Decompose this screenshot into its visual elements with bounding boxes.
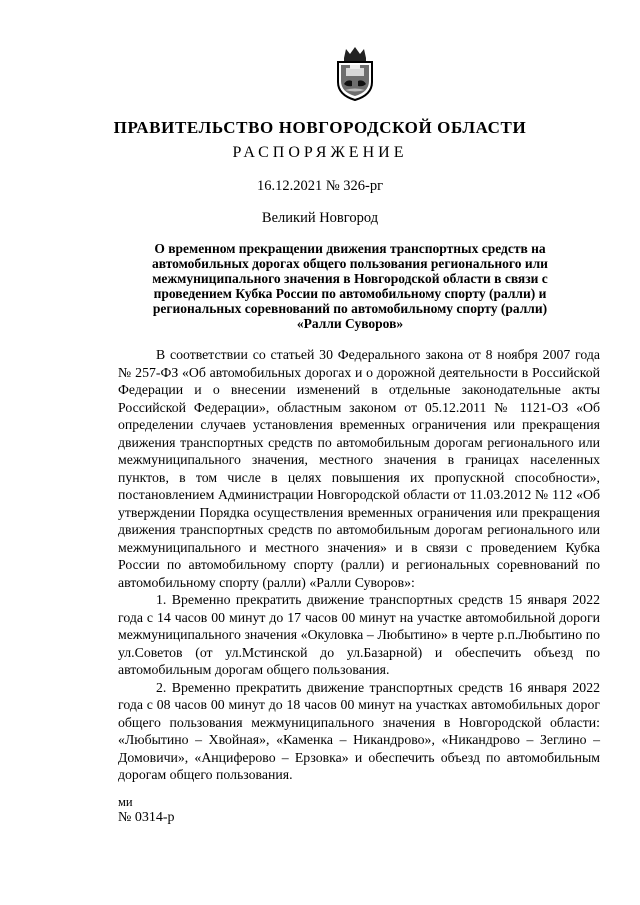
item-2-paragraph: 2. Временно прекратить движение транспортных средств 16 января 2022 года с 08 часов 00 минут до 18 часов 00 минут на участках автомобильных дорог общего пользования межмуниципального значения в Новгородской области: «Любытино – Хвойная», «Каменка – Никандрово», «Никандрово – Зеглино – Домовичи», «Анциферово – Ерзовка» и обеспечить объезд по автомобильным дорогам общего пользования. (118, 679, 600, 782)
preamble-paragraph: В соответствии со статьей 30 Федерального закона от 8 ноября 2007 года № 257-ФЗ «Об автомобильных дорогах и о дорожной деятельности в Российской Федерации и о внесении изменений в отдельные законодательные акты Российской Федерации», областным законом от 05.12.2011 № 1121-ОЗ «Об определении случаев установления временных ограничения или прекращения движения транспортных средств по автомобильным дорогам регионального или межмуниципального значения, местного значения в границах населенных пунктов, в том числе в целях повышения их пропускной способности», постановлением Администрации Новгородской области от 11.03.2012 № 112 «Об утверждении Порядка осуществления временных ограничения или прекращения движения транспортных средств по автомобильным дорогам регионального или межмуниципального и местного значения» и в связи с проведением Кубка России по автомобильному спорту (ралли) и региональных соревнований по автомобильному спорту (ралли) «Ралли Суворов»: (118, 347, 600, 590)
document-title: О временном прекращении движения транспортных средств на автомобильных дорогах общего пользования регионального или межмуниципального значения в Новгородской области в связи с проведением Кубка России по автомобильному спорту (ралли) и региональных соревнований по автомобильному спорту (ралли) «Ралли Суворов» (152, 241, 548, 331)
organization-name: ПРАВИТЕЛЬСТВО НОВГОРОДСКОЙ ОБЛАСТИ (113, 118, 527, 137)
page-footer (118, 796, 175, 826)
document-type: РАСПОРЯЖЕНИЕ (232, 144, 408, 161)
footer-initials: ми (118, 795, 133, 809)
issue-city: Великий Новгород (261, 210, 379, 226)
form-number: № 0314-р (118, 810, 175, 825)
novgorod-coat-of-arms-icon (333, 46, 377, 102)
item-1-paragraph: 1. Временно прекратить движение транспортных средств 15 января 2022 года с 14 часов 00 минут до 17 часов 00 минут на участке автомобильной дороги межмуниципального значения «Окуловка – Любытино» в черте р.п.Любытино по ул.Советов (от ул.Мстинской до ул.Базарной) и обеспечить объезд по автомобильным дорогам общего пользования. (118, 592, 600, 677)
document-date-number: 16.12.2021 № 326-рг (256, 178, 384, 194)
document-body (118, 346, 600, 784)
